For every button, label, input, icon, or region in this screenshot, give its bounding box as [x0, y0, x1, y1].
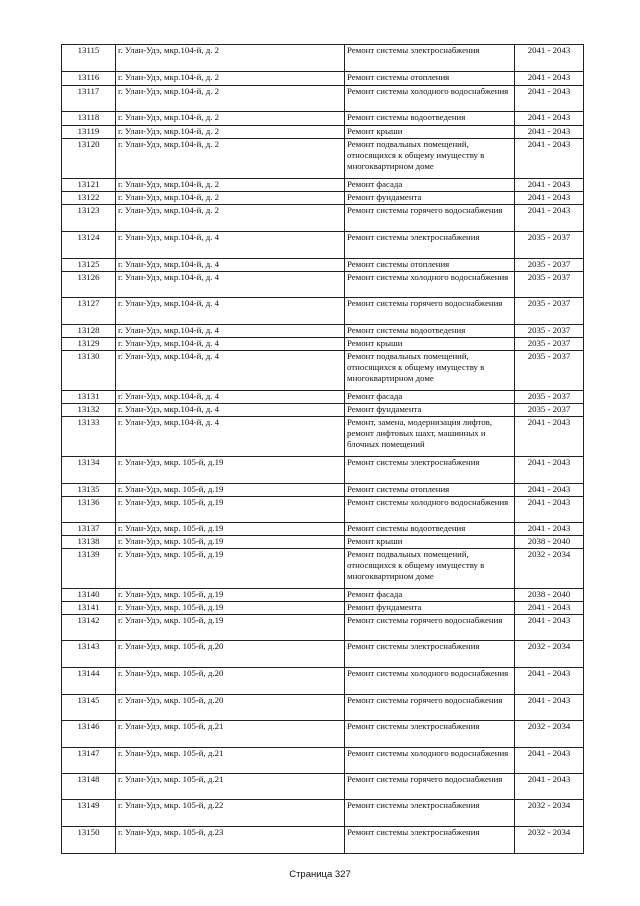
row-number: 13134: [62, 457, 116, 484]
row-number: 13127: [62, 298, 116, 325]
row-period: 2041 - 2043: [515, 205, 584, 232]
table-row: [62, 549, 584, 589]
row-work-type: Ремонт системы холодного водоснабжения: [345, 86, 515, 112]
row-period: 2041 - 2043: [515, 668, 584, 695]
table-row: [62, 45, 584, 72]
table-row: [62, 417, 584, 457]
row-period: 2032 - 2034: [515, 800, 584, 827]
row-address: г. Улан-Удэ, мкр.104-й, д. 4: [116, 417, 345, 457]
row-address: г. Улан-Удэ, мкр.104-й, д. 2: [116, 205, 345, 232]
row-work-type: Ремонт системы горячего водоснабжения: [345, 298, 515, 325]
row-number: 13145: [62, 695, 116, 721]
row-period: 2041 - 2043: [515, 126, 584, 139]
row-work-type: Ремонт системы электроснабжения: [345, 800, 515, 827]
row-address: г. Улан-Удэ, мкр. 105-й, д.19: [116, 602, 345, 615]
row-number: 13144: [62, 668, 116, 695]
row-number: 13125: [62, 259, 116, 272]
row-address: г. Улан-Удэ, мкр.104-й, д. 2: [116, 179, 345, 192]
row-period: 2035 - 2037: [515, 272, 584, 298]
row-work-type: Ремонт подвальных помещений, относящихся к общему имуществу в многоквартирном доме: [345, 549, 515, 589]
table-row: [62, 139, 584, 179]
row-address: г. Улан-Удэ, мкр.104-й, д. 2: [116, 112, 345, 126]
table-row: [62, 748, 584, 774]
row-number: 13122: [62, 192, 116, 205]
table-row: [62, 484, 584, 497]
table-row: [62, 589, 584, 602]
row-address: г. Улан-Удэ, мкр.104-й, д. 4: [116, 404, 345, 417]
row-address: г. Улан-Удэ, мкр.104-й, д. 2: [116, 139, 345, 179]
row-work-type: Ремонт системы холодного водоснабжения: [345, 748, 515, 774]
row-work-type: Ремонт системы горячего водоснабжения: [345, 615, 515, 641]
table-row: [62, 338, 584, 351]
row-number: 13126: [62, 272, 116, 298]
table-row: [62, 774, 584, 800]
row-number: 13150: [62, 827, 116, 854]
row-work-type: Ремонт крыши: [345, 126, 515, 139]
row-work-type: Ремонт системы отопления: [345, 259, 515, 272]
row-address: г. Улан-Удэ, мкр.104-й, д. 4: [116, 325, 345, 338]
row-work-type: Ремонт системы горячего водоснабжения: [345, 695, 515, 721]
row-address: г. Улан-Удэ, мкр. 105-й, д.19: [116, 615, 345, 641]
row-period: 2032 - 2034: [515, 549, 584, 589]
row-address: г. Улан-Удэ, мкр. 105-й, д.19: [116, 549, 345, 589]
row-address: г. Улан-Удэ, мкр.104-й, д. 4: [116, 338, 345, 351]
table-row: [62, 126, 584, 139]
row-number: 13139: [62, 549, 116, 589]
row-work-type: Ремонт системы отопления: [345, 72, 515, 86]
row-address: г. Улан-Удэ, мкр.104-й, д. 2: [116, 86, 345, 112]
row-period: 2035 - 2037: [515, 351, 584, 391]
row-address: г. Улан-Удэ, мкр. 105-й, д.20: [116, 668, 345, 695]
row-number: 13143: [62, 641, 116, 668]
row-address: г. Улан-Удэ, мкр.104-й, д. 4: [116, 351, 345, 391]
row-number: 13118: [62, 112, 116, 126]
row-work-type: Ремонт подвальных помещений, относящихся к общему имуществу в многоквартирном доме: [345, 351, 515, 391]
row-number: 13133: [62, 417, 116, 457]
row-address: г. Улан-Удэ, мкр.104-й, д. 4: [116, 298, 345, 325]
row-address: г. Улан-Удэ, мкр. 105-й, д.19: [116, 523, 345, 536]
row-number: 13116: [62, 72, 116, 86]
table-row: [62, 259, 584, 272]
row-period: 2035 - 2037: [515, 338, 584, 351]
row-work-type: Ремонт системы электроснабжения: [345, 721, 515, 748]
row-period: 2041 - 2043: [515, 602, 584, 615]
row-work-type: Ремонт системы горячего водоснабжения: [345, 205, 515, 232]
row-number: 13123: [62, 205, 116, 232]
row-number: 13138: [62, 536, 116, 549]
table-row: [62, 668, 584, 695]
row-address: г. Улан-Удэ, мкр.104-й, д. 2: [116, 192, 345, 205]
row-number: 13119: [62, 126, 116, 139]
table-row: [62, 497, 584, 523]
row-work-type: Ремонт системы водоотведения: [345, 325, 515, 338]
row-address: г. Улан-Удэ, мкр. 105-й, д.21: [116, 748, 345, 774]
row-address: г. Улан-Удэ, мкр. 105-й, д.20: [116, 695, 345, 721]
row-number: 13140: [62, 589, 116, 602]
row-address: г. Улан-Удэ, мкр. 105-й, д.19: [116, 497, 345, 523]
row-work-type: Ремонт фасада: [345, 179, 515, 192]
row-period: 2041 - 2043: [515, 86, 584, 112]
row-number: 13137: [62, 523, 116, 536]
row-number: 13148: [62, 774, 116, 800]
row-period: 2032 - 2034: [515, 641, 584, 668]
row-address: г. Улан-Удэ, мкр.104-й, д. 4: [116, 259, 345, 272]
row-number: 13117: [62, 86, 116, 112]
row-period: 2038 - 2040: [515, 589, 584, 602]
row-address: г. Улан-Удэ, мкр. 105-й, д.21: [116, 774, 345, 800]
table-row: [62, 72, 584, 86]
table-row: [62, 391, 584, 404]
row-address: г. Улан-Удэ, мкр.104-й, д. 4: [116, 272, 345, 298]
row-period: 2035 - 2037: [515, 298, 584, 325]
row-number: 13136: [62, 497, 116, 523]
row-number: 13115: [62, 45, 116, 72]
row-period: 2041 - 2043: [515, 748, 584, 774]
row-number: 13129: [62, 338, 116, 351]
table-row: [62, 232, 584, 259]
row-work-type: Ремонт системы горячего водоснабжения: [345, 774, 515, 800]
row-address: г. Улан-Удэ, мкр. 105-й, д.19: [116, 536, 345, 549]
row-period: 2035 - 2037: [515, 259, 584, 272]
row-period: 2041 - 2043: [515, 179, 584, 192]
row-address: г. Улан-Удэ, мкр.104-й, д. 4: [116, 232, 345, 259]
row-number: 13120: [62, 139, 116, 179]
row-work-type: Ремонт системы электроснабжения: [345, 45, 515, 72]
row-period: 2041 - 2043: [515, 774, 584, 800]
table-row: [62, 602, 584, 615]
row-work-type: Ремонт системы электроснабжения: [345, 827, 515, 854]
row-work-type: Ремонт, замена, модернизация лифтов, ремонт лифтовых шахт, машинных и блочных помещений: [345, 417, 515, 457]
row-work-type: Ремонт фундамента: [345, 404, 515, 417]
row-period: 2041 - 2043: [515, 523, 584, 536]
table-row: [62, 351, 584, 391]
row-address: г. Улан-Удэ, мкр.104-й, д. 2: [116, 126, 345, 139]
row-address: г. Улан-Удэ, мкр.104-й, д. 2: [116, 45, 345, 72]
row-number: 13131: [62, 391, 116, 404]
row-number: 13128: [62, 325, 116, 338]
row-address: г. Улан-Удэ, мкр. 105-й, д.22: [116, 800, 345, 827]
row-work-type: Ремонт фасада: [345, 391, 515, 404]
row-address: г. Улан-Удэ, мкр. 105-й, д.23: [116, 827, 345, 854]
table-row: [62, 523, 584, 536]
table-row: [62, 827, 584, 854]
row-number: 13146: [62, 721, 116, 748]
row-work-type: Ремонт системы электроснабжения: [345, 232, 515, 259]
page-footer: Страница 327: [289, 869, 351, 880]
table-row: [62, 641, 584, 668]
row-work-type: Ремонт крыши: [345, 536, 515, 549]
row-period: 2041 - 2043: [515, 417, 584, 457]
row-period: 2035 - 2037: [515, 404, 584, 417]
table-row: [62, 721, 584, 748]
row-address: г. Улан-Удэ, мкр. 105-й, д.19: [116, 484, 345, 497]
table-row: [62, 615, 584, 641]
row-work-type: Ремонт системы отопления: [345, 484, 515, 497]
table-row: [62, 86, 584, 112]
row-work-type: Ремонт системы холодного водоснабжения: [345, 668, 515, 695]
row-work-type: Ремонт фундамента: [345, 192, 515, 205]
row-period: 2035 - 2037: [515, 232, 584, 259]
row-period: 2041 - 2043: [515, 112, 584, 126]
row-period: 2032 - 2034: [515, 827, 584, 854]
row-number: 13141: [62, 602, 116, 615]
row-period: 2041 - 2043: [515, 72, 584, 86]
register-table: [61, 44, 584, 854]
row-work-type: Ремонт системы водоотведения: [345, 523, 515, 536]
table-row: [62, 112, 584, 126]
row-number: 13135: [62, 484, 116, 497]
row-work-type: Ремонт системы холодного водоснабжения: [345, 497, 515, 523]
table-row: [62, 536, 584, 549]
row-period: 2038 - 2040: [515, 536, 584, 549]
table-row: [62, 695, 584, 721]
table-row: [62, 272, 584, 298]
table-row: [62, 325, 584, 338]
row-period: 2035 - 2037: [515, 325, 584, 338]
row-work-type: Ремонт крыши: [345, 338, 515, 351]
row-work-type: Ремонт системы водоотведения: [345, 112, 515, 126]
row-period: 2041 - 2043: [515, 695, 584, 721]
row-period: 2041 - 2043: [515, 139, 584, 179]
row-number: 13149: [62, 800, 116, 827]
row-period: 2041 - 2043: [515, 457, 584, 484]
row-number: 13142: [62, 615, 116, 641]
row-work-type: Ремонт системы электроснабжения: [345, 641, 515, 668]
row-address: г. Улан-Удэ, мкр. 105-й, д.19: [116, 589, 345, 602]
row-period: 2041 - 2043: [515, 45, 584, 72]
table-row: [62, 298, 584, 325]
register-table-body: [62, 45, 584, 854]
row-work-type: Ремонт подвальных помещений, относящихся к общему имуществу в многоквартирном доме: [345, 139, 515, 179]
row-number: 13124: [62, 232, 116, 259]
table-row: [62, 457, 584, 484]
row-period: 2041 - 2043: [515, 192, 584, 205]
row-work-type: Ремонт фундамента: [345, 602, 515, 615]
row-work-type: Ремонт фасада: [345, 589, 515, 602]
row-period: 2041 - 2043: [515, 484, 584, 497]
row-number: 13132: [62, 404, 116, 417]
table-row: [62, 404, 584, 417]
row-number: 13130: [62, 351, 116, 391]
row-period: 2032 - 2034: [515, 721, 584, 748]
row-number: 13147: [62, 748, 116, 774]
row-address: г. Улан-Удэ, мкр. 105-й, д.21: [116, 721, 345, 748]
row-address: г. Улан-Удэ, мкр.104-й, д. 2: [116, 72, 345, 86]
row-address: г. Улан-Удэ, мкр.104-й, д. 4: [116, 391, 345, 404]
row-address: г. Улан-Удэ, мкр. 105-й, д.20: [116, 641, 345, 668]
table-row: [62, 205, 584, 232]
row-work-type: Ремонт системы холодного водоснабжения: [345, 272, 515, 298]
row-period: 2041 - 2043: [515, 615, 584, 641]
table-row: [62, 192, 584, 205]
row-work-type: Ремонт системы электроснабжения: [345, 457, 515, 484]
row-address: г. Улан-Удэ, мкр. 105-й, д.19: [116, 457, 345, 484]
row-period: 2041 - 2043: [515, 497, 584, 523]
table-row: [62, 179, 584, 192]
table-row: [62, 800, 584, 827]
row-period: 2035 - 2037: [515, 391, 584, 404]
row-number: 13121: [62, 179, 116, 192]
